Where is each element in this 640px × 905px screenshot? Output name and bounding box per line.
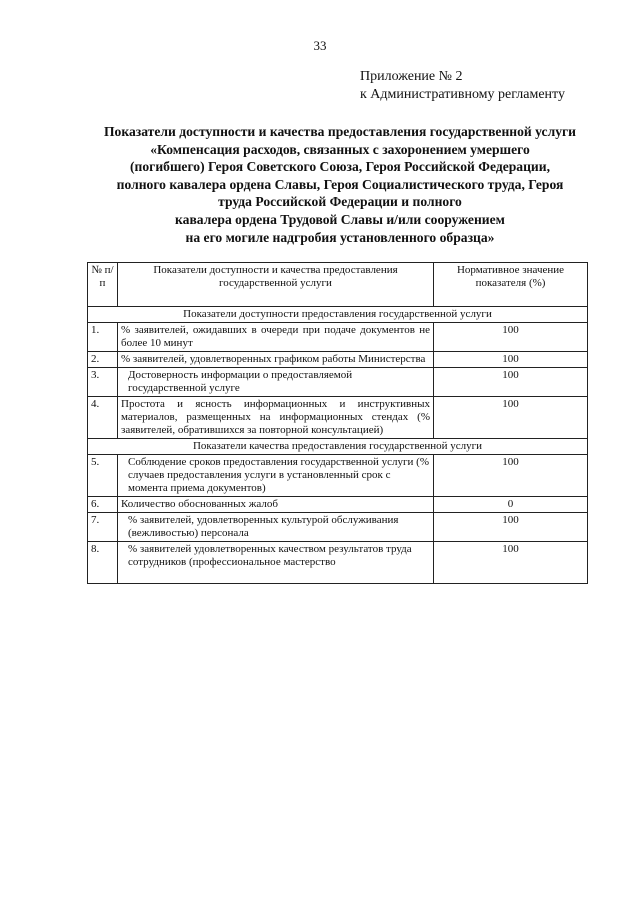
title-line: «Компенсация расходов, связанных с захоронением умершего	[150, 141, 530, 157]
row-num: 3.	[88, 368, 118, 397]
title-line: труда Российской Федерации и полного	[218, 194, 462, 210]
row-num: 2.	[88, 352, 118, 368]
row-name: % заявителей, ожидавших в очереди при подаче документов не более 10 минут	[118, 323, 434, 352]
table-row	[88, 513, 588, 542]
table-row	[88, 368, 588, 397]
table-row	[88, 542, 588, 584]
table-row	[88, 497, 588, 513]
row-value: 100	[434, 397, 588, 439]
table-row	[88, 455, 588, 497]
table-row	[88, 397, 588, 439]
section-quality: Показатели качества предоставления государственной услуги	[88, 439, 588, 455]
row-num: 4.	[88, 397, 118, 439]
row-value: 100	[434, 352, 588, 368]
title-line: на его могиле надгробия установленного образца»	[185, 229, 495, 245]
row-name: Простота и ясность информационных и инструктивных материалов, размещенных на информационных стендах (% заявителей, обратившихся за повторной консультацией)	[118, 397, 434, 439]
document-title	[60, 123, 620, 246]
row-value: 100	[434, 513, 588, 542]
table-row	[88, 323, 588, 352]
title-line: полного кавалера ордена Славы, Героя Социалистического труда, Героя	[116, 176, 564, 192]
row-num: 6.	[88, 497, 118, 513]
header-name: Показатели доступности и качества предоставления государственной услуги	[118, 263, 434, 307]
appendix-line-2: к Административному регламенту	[360, 87, 565, 102]
header-value: Нормативное значение показателя (%)	[434, 263, 588, 307]
title-line: (погибшего) Героя Советского Союза, Героя Российской Федерации,	[130, 159, 550, 175]
row-value: 100	[434, 455, 588, 497]
row-name: Достоверность информации о предоставляемой государственной услуге	[118, 368, 434, 397]
row-value: 0	[434, 497, 588, 513]
row-num: 5.	[88, 455, 118, 497]
section-availability: Показатели доступности предоставления государственной услуги	[88, 307, 588, 323]
page-number: 33	[313, 38, 327, 53]
row-num: 1.	[88, 323, 118, 352]
title-line: Показатели доступности и качества предоставления государственной услуги	[103, 124, 576, 139]
title-line: кавалера ордена Трудовой Славы и/или сооружением	[175, 211, 505, 227]
indicators-table	[87, 262, 588, 584]
row-value: 100	[434, 368, 588, 397]
header-num: № п/п	[88, 263, 118, 307]
section-row	[88, 307, 588, 323]
row-name: Соблюдение сроков предоставления государственной услуги (% случаев предоставления услуги в установленный срок с момента приема документов)	[118, 455, 434, 497]
appendix-line-1: Приложение № 2	[360, 69, 463, 84]
row-num: 8.	[88, 542, 118, 584]
appendix-note	[360, 68, 565, 104]
row-name: Количество обоснованных жалоб	[118, 497, 434, 513]
table-row	[88, 352, 588, 368]
table-header-row	[88, 263, 588, 307]
section-row	[88, 439, 588, 455]
row-name: % заявителей удовлетворенных качеством результатов труда сотрудников (профессиональное мастерство	[118, 542, 434, 584]
row-value: 100	[434, 542, 588, 584]
row-value: 100	[434, 323, 588, 352]
row-num: 7.	[88, 513, 118, 542]
row-name: % заявителей, удовлетворенных графиком работы Министерства	[118, 352, 434, 368]
row-name: % заявителей, удовлетворенных культурой обслуживания (вежливостью) персонала	[118, 513, 434, 542]
